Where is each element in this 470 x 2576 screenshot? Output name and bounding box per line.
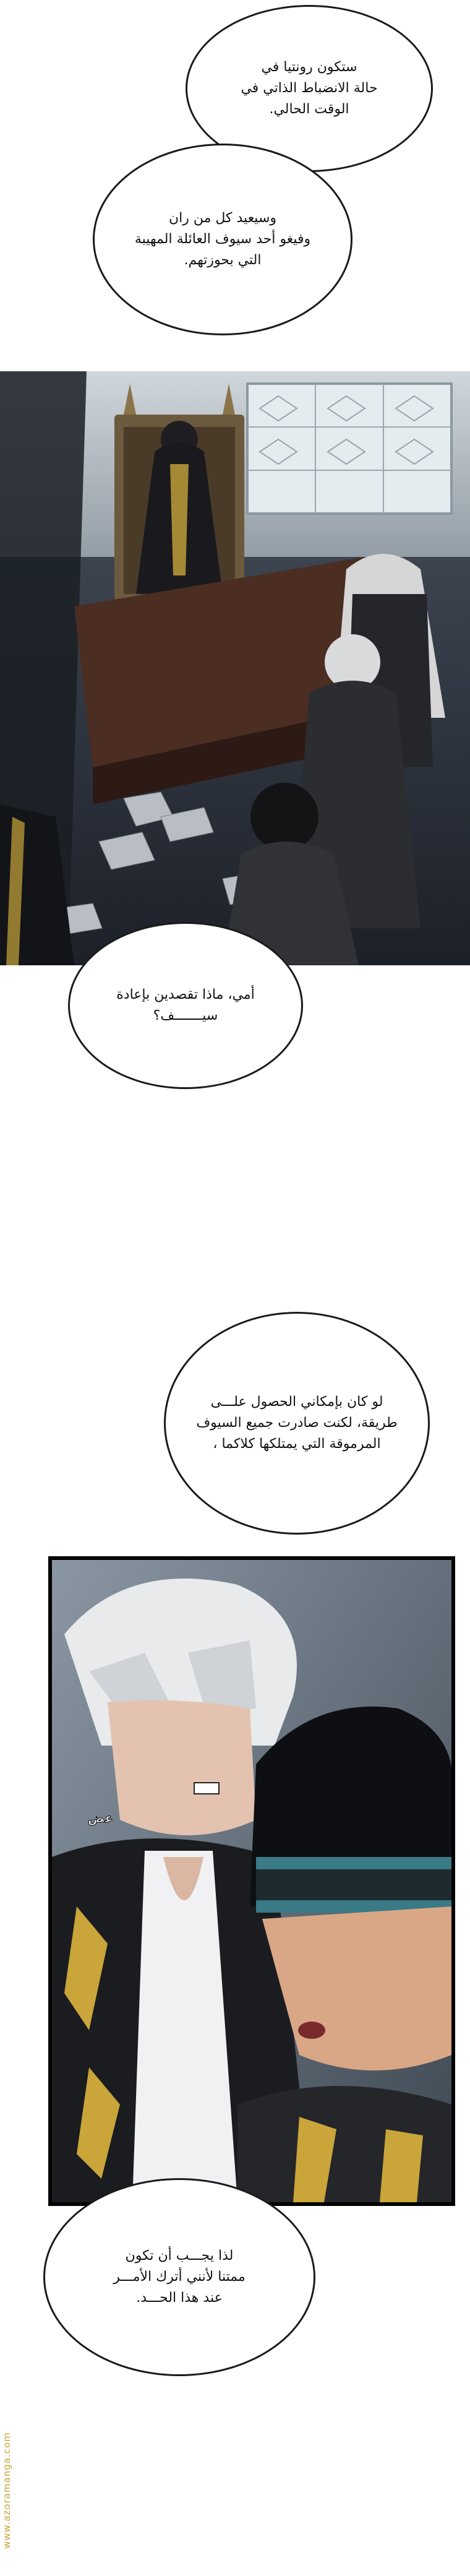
sfx-grit: عض (88, 1811, 113, 1825)
panel-throne-room (0, 371, 470, 965)
panel-close-up (48, 1556, 455, 2206)
speech-bubble-5 (43, 2178, 315, 2376)
site-watermark: www.azoramanga.com (1, 2432, 12, 2549)
close-up-illustration (52, 1560, 451, 2202)
speech-bubble-2-text: وسيعيد كل من ران وفيغو أحد سيوف العائلة المهيبة التي بحوزتهم. (134, 210, 311, 269)
speech-bubble-5-text: لذا يجـــب أن تكون ممتنا لأنني أترك الأمـــر عند هذا الحـــد. (113, 2247, 246, 2306)
speech-bubble-1-text: ستكون رونتيا في حالة الانضباط الذاتي في الوقت الحالي. (241, 59, 378, 118)
speech-bubble-3 (68, 922, 303, 1089)
speech-bubble-3-text: أمي، ماذا تقصدين بإعادة سيـــــــف؟ (116, 986, 255, 1023)
speech-bubble-4 (164, 1312, 430, 1535)
speech-bubble-2 (93, 144, 352, 335)
speech-bubble-4-text: لو كان بإمكاني الحصول علـــى طريقة، لكنت صادرت جميع السيوف المرموقة التي يمتلكها كلاكما ، (196, 1394, 398, 1452)
throne-room-illustration (0, 371, 470, 965)
